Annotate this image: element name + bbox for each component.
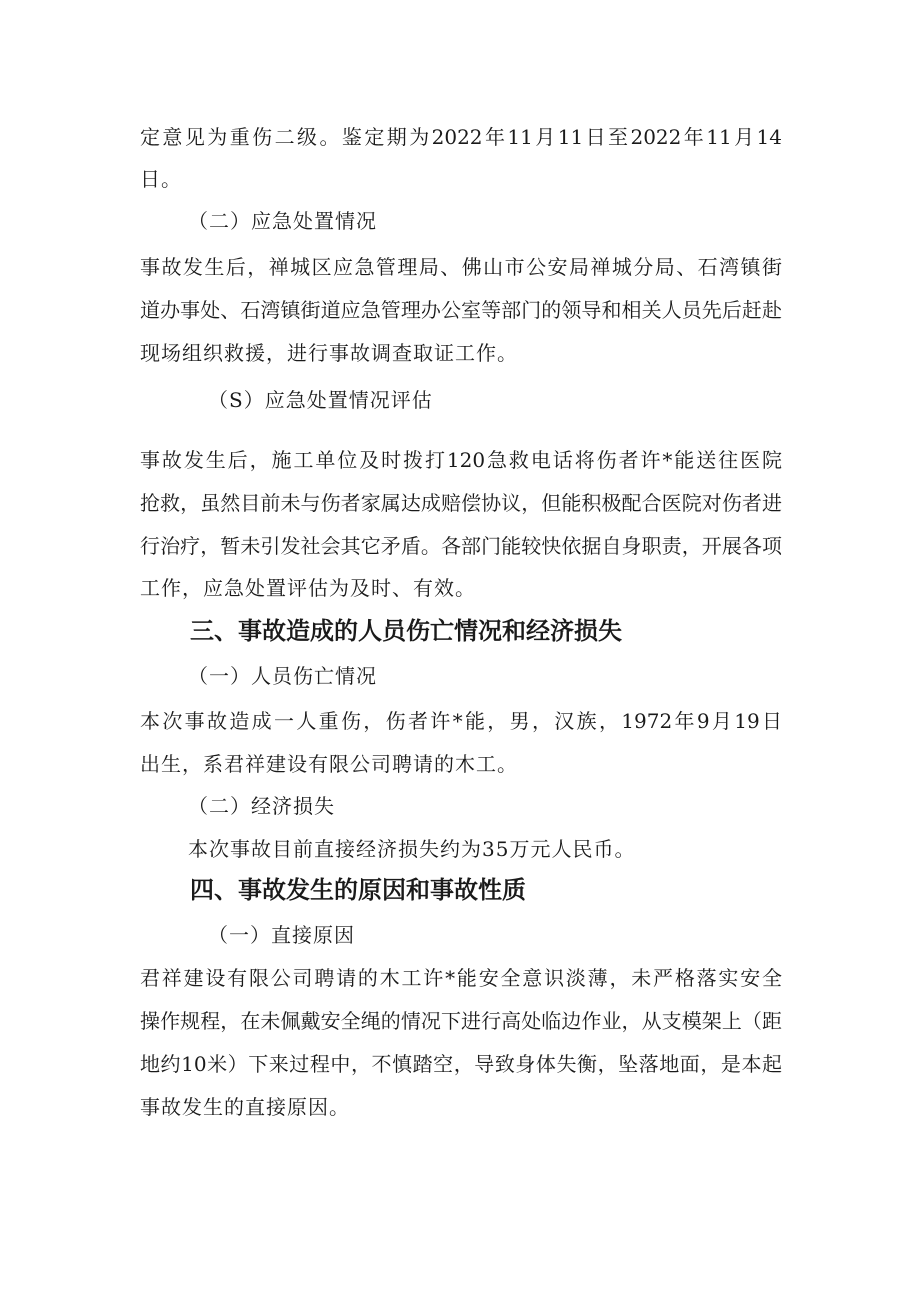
paragraph-line: 抢救，虽然目前未与伤者家属达成赔偿协议，但能积极配合医院对伤者进 (140, 491, 782, 515)
paragraph-line: 操作规程，在未佩戴安全绳的情况下进行高处临边作业，从支模架上（距 (140, 1009, 782, 1033)
paragraph-line: 事故发生后，施工单位及时拨打120急救电话将伤者许*能送往医院 (140, 448, 782, 472)
paragraph-line: 君祥建设有限公司聘请的木工许*能安全意识淡薄，未严格落实安全 (140, 966, 782, 990)
paragraph-line: 道办事处、石湾镇街道应急管理办公室等部门的领导和相关人员先后赶赴 (140, 298, 782, 322)
paragraph-line: 出生，系君祥建设有限公司聘请的木工。 (140, 752, 518, 776)
paragraph-line: 现场组织救援，进行事故调查取证工作。 (140, 341, 518, 365)
section-subheading: （一）人员伤亡情况 (188, 664, 377, 688)
section-heading: 三、事故造成的人员伤亡情况和经济损失 (190, 617, 622, 645)
paragraph-line: 工作，应急处置评估为及时、有效。 (140, 576, 476, 600)
section-subheading: （二）经济损失 (188, 794, 335, 818)
paragraph-line: 事故发生的直接原因。 (140, 1095, 350, 1119)
paragraph-line: 事故发生后，禅城区应急管理局、佛山市公安局禅城分局、石湾镇街 (140, 255, 782, 279)
paragraph-line: 本次事故造成一人重伤，伤者许*能，男，汉族，1972年9月19日 (140, 709, 782, 733)
section-subheading: （一）直接原因 (208, 923, 355, 947)
section-heading: 四、事故发生的原因和事故性质 (190, 876, 526, 904)
paragraph-line: 地约10米）下来过程中，不慎踏空，导致身体失衡，坠落地面，是本起 (140, 1052, 782, 1076)
paragraph-line: 日。 (140, 167, 182, 191)
section-subheading: （S）应急处置情况评估 (208, 388, 433, 412)
paragraph-line: 行治疗，暂未引发社会其它矛盾。各部门能较快依据自身职责，开展各项 (140, 534, 782, 558)
section-subheading: （二）应急处置情况 (188, 209, 377, 233)
paragraph-line: 本次事故目前直接经济损失约为35万元人民币。 (188, 837, 636, 861)
paragraph-line: 定意见为重伤二级。鉴定期为2022年11月11日至2022年11月14 (140, 125, 782, 149)
